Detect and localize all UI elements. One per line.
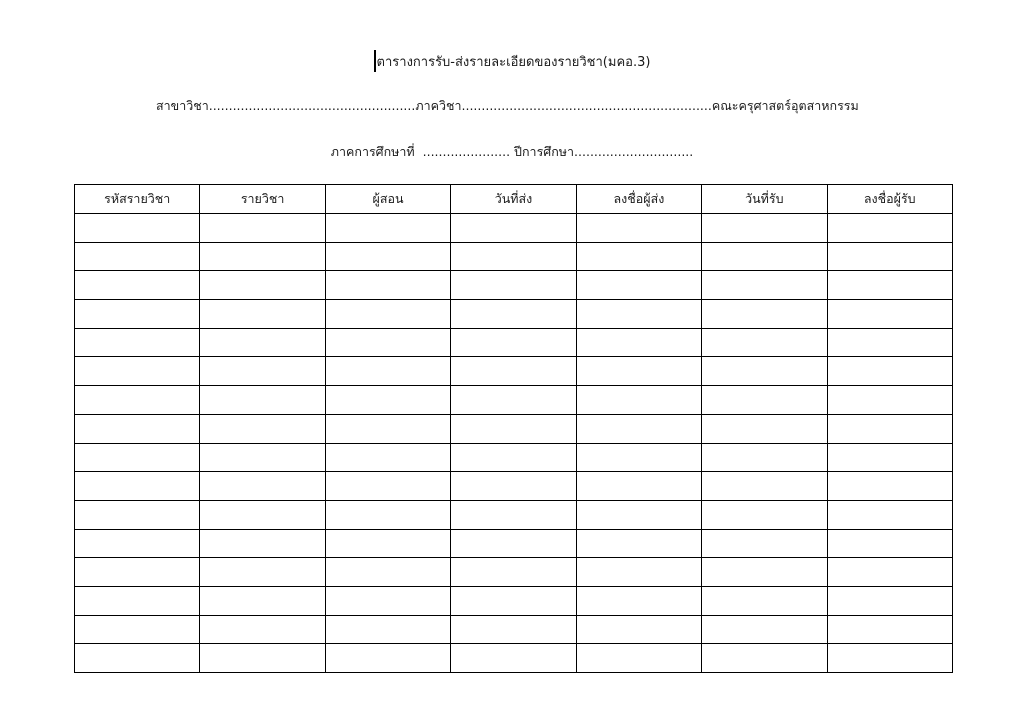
submission-log-table <box>74 184 953 673</box>
table-cell[interactable] <box>827 644 952 673</box>
table-cell[interactable] <box>200 214 325 243</box>
table-cell[interactable] <box>702 644 827 673</box>
header-receiver-signature: ลงชื่อผู้รับ <box>827 185 952 214</box>
table-cell[interactable] <box>827 586 952 615</box>
table-cell[interactable] <box>325 586 450 615</box>
table-cell[interactable] <box>451 300 576 329</box>
table-cell[interactable] <box>200 558 325 587</box>
table-cell[interactable] <box>576 300 701 329</box>
table-cell[interactable] <box>576 586 701 615</box>
table-cell[interactable] <box>451 443 576 472</box>
document-title: ตารางการรับ-ส่งรายละเอียดของรายวิชา(มคอ.3) <box>376 55 651 70</box>
table-cell[interactable] <box>451 357 576 386</box>
semester-fill-dots: ...................... <box>422 144 511 159</box>
table-cell[interactable] <box>75 386 200 415</box>
major-department-line <box>156 96 896 116</box>
table-cell[interactable] <box>200 586 325 615</box>
table-cell[interactable] <box>325 472 450 501</box>
table-body <box>75 214 953 673</box>
table-cell[interactable] <box>200 443 325 472</box>
header-course-code: รหัสรายวิชา <box>75 185 200 214</box>
table-cell[interactable] <box>702 615 827 644</box>
table-cell[interactable] <box>325 443 450 472</box>
table-cell[interactable] <box>827 443 952 472</box>
table-cell[interactable] <box>451 615 576 644</box>
table-cell[interactable] <box>75 558 200 587</box>
table-cell[interactable] <box>702 328 827 357</box>
faculty-name: คณะครุศาสตร์อุตสาหกรรม <box>711 98 859 113</box>
table-cell[interactable] <box>451 644 576 673</box>
table-cell[interactable] <box>827 558 952 587</box>
table-cell[interactable] <box>75 271 200 300</box>
table-cell[interactable] <box>200 500 325 529</box>
table-cell[interactable] <box>576 558 701 587</box>
table-cell[interactable] <box>827 529 952 558</box>
table-row <box>75 472 953 501</box>
table-cell[interactable] <box>576 242 701 271</box>
table-cell[interactable] <box>827 328 952 357</box>
table-cell[interactable] <box>200 615 325 644</box>
table-cell[interactable] <box>325 529 450 558</box>
table-cell[interactable] <box>827 386 952 415</box>
table-cell[interactable] <box>702 300 827 329</box>
table-cell[interactable] <box>576 443 701 472</box>
table-cell[interactable] <box>576 214 701 243</box>
table-cell[interactable] <box>325 242 450 271</box>
table-cell[interactable] <box>200 386 325 415</box>
table-cell[interactable] <box>702 357 827 386</box>
table-row <box>75 529 953 558</box>
table-cell[interactable] <box>200 529 325 558</box>
header-submit-date: วันที่ส่ง <box>451 185 576 214</box>
department-fill-dots: ............................................................... <box>461 98 712 113</box>
table-cell[interactable] <box>75 357 200 386</box>
table-cell[interactable] <box>75 214 200 243</box>
table-cell[interactable] <box>576 472 701 501</box>
table-cell[interactable] <box>75 328 200 357</box>
table-cell[interactable] <box>451 529 576 558</box>
table-cell[interactable] <box>451 242 576 271</box>
table-row <box>75 414 953 443</box>
table-cell[interactable] <box>451 328 576 357</box>
major-fill-dots: .................................................... <box>208 98 416 113</box>
table-row <box>75 558 953 587</box>
table-row <box>75 386 953 415</box>
table-cell[interactable] <box>200 328 325 357</box>
table-cell[interactable] <box>75 500 200 529</box>
table-cell[interactable] <box>75 644 200 673</box>
major-label: สาขาวิชา <box>156 98 209 113</box>
table-cell[interactable] <box>451 500 576 529</box>
table-row <box>75 328 953 357</box>
table-cell[interactable] <box>702 271 827 300</box>
table-cell[interactable] <box>827 615 952 644</box>
table-cell[interactable] <box>200 300 325 329</box>
table-row <box>75 615 953 644</box>
table-row <box>75 300 953 329</box>
table-cell[interactable] <box>75 300 200 329</box>
table-cell[interactable] <box>325 328 450 357</box>
table-row <box>75 644 953 673</box>
table-row <box>75 214 953 243</box>
table-cell[interactable] <box>200 271 325 300</box>
table-cell[interactable] <box>451 586 576 615</box>
table-row <box>75 500 953 529</box>
table-cell[interactable] <box>827 242 952 271</box>
table-row <box>75 271 953 300</box>
table-cell[interactable] <box>325 500 450 529</box>
table-row <box>75 242 953 271</box>
academic-year-label: ปีการศึกษา <box>514 144 575 159</box>
table-cell[interactable] <box>827 472 952 501</box>
table-row <box>75 357 953 386</box>
table-cell[interactable] <box>451 414 576 443</box>
table-cell[interactable] <box>325 558 450 587</box>
table-cell[interactable] <box>451 271 576 300</box>
table-cell[interactable] <box>576 328 701 357</box>
table-cell[interactable] <box>325 615 450 644</box>
table-cell[interactable] <box>75 586 200 615</box>
table-cell[interactable] <box>827 271 952 300</box>
table-cell[interactable] <box>325 300 450 329</box>
table-cell[interactable] <box>200 414 325 443</box>
table-cell[interactable] <box>702 529 827 558</box>
table-cell[interactable] <box>75 242 200 271</box>
table-cell[interactable] <box>576 615 701 644</box>
table-cell[interactable] <box>702 586 827 615</box>
table-cell[interactable] <box>75 529 200 558</box>
table-cell[interactable] <box>451 214 576 243</box>
table-cell[interactable] <box>451 472 576 501</box>
table-cell[interactable] <box>827 414 952 443</box>
table-cell[interactable] <box>702 500 827 529</box>
table-row <box>75 586 953 615</box>
table-cell[interactable] <box>702 386 827 415</box>
table-cell[interactable] <box>325 214 450 243</box>
table-cell[interactable] <box>325 644 450 673</box>
table-cell[interactable] <box>702 242 827 271</box>
table-cell[interactable] <box>200 472 325 501</box>
table-cell[interactable] <box>576 529 701 558</box>
table-cell[interactable] <box>576 386 701 415</box>
table-header-row <box>75 185 953 214</box>
academic-year-fill-dots: .............................. <box>574 144 694 159</box>
department-label: ภาควิชา <box>415 98 462 113</box>
table-cell[interactable] <box>702 443 827 472</box>
header-receive-date: วันที่รับ <box>702 185 827 214</box>
table-cell[interactable] <box>576 414 701 443</box>
header-course-name: รายวิชา <box>200 185 325 214</box>
table-cell[interactable] <box>576 357 701 386</box>
table-cell[interactable] <box>451 558 576 587</box>
table-cell[interactable] <box>576 644 701 673</box>
table-cell[interactable] <box>827 300 952 329</box>
table-cell[interactable] <box>75 615 200 644</box>
table-row <box>75 443 953 472</box>
table-cell[interactable] <box>200 644 325 673</box>
table-cell[interactable] <box>702 214 827 243</box>
table-cell[interactable] <box>702 558 827 587</box>
table-cell[interactable] <box>325 386 450 415</box>
table-cell[interactable] <box>75 472 200 501</box>
table-cell[interactable] <box>325 357 450 386</box>
semester-year-line <box>0 142 1024 162</box>
header-sender-signature: ลงชื่อผู้ส่ง <box>576 185 701 214</box>
table-cell[interactable] <box>75 414 200 443</box>
table-cell[interactable] <box>827 357 952 386</box>
table-cell[interactable] <box>451 386 576 415</box>
table-cell[interactable] <box>576 500 701 529</box>
table-cell[interactable] <box>702 472 827 501</box>
document-title-line <box>0 50 1024 73</box>
text-cursor <box>374 50 376 72</box>
header-instructor: ผู้สอน <box>325 185 450 214</box>
semester-label: ภาคการศึกษาที่ <box>330 144 415 159</box>
table-cell[interactable] <box>325 414 450 443</box>
table-cell[interactable] <box>827 214 952 243</box>
table-cell[interactable] <box>200 357 325 386</box>
table-cell[interactable] <box>702 414 827 443</box>
table-cell[interactable] <box>75 443 200 472</box>
table-cell[interactable] <box>200 242 325 271</box>
table-cell[interactable] <box>576 271 701 300</box>
table-cell[interactable] <box>827 500 952 529</box>
table-cell[interactable] <box>325 271 450 300</box>
